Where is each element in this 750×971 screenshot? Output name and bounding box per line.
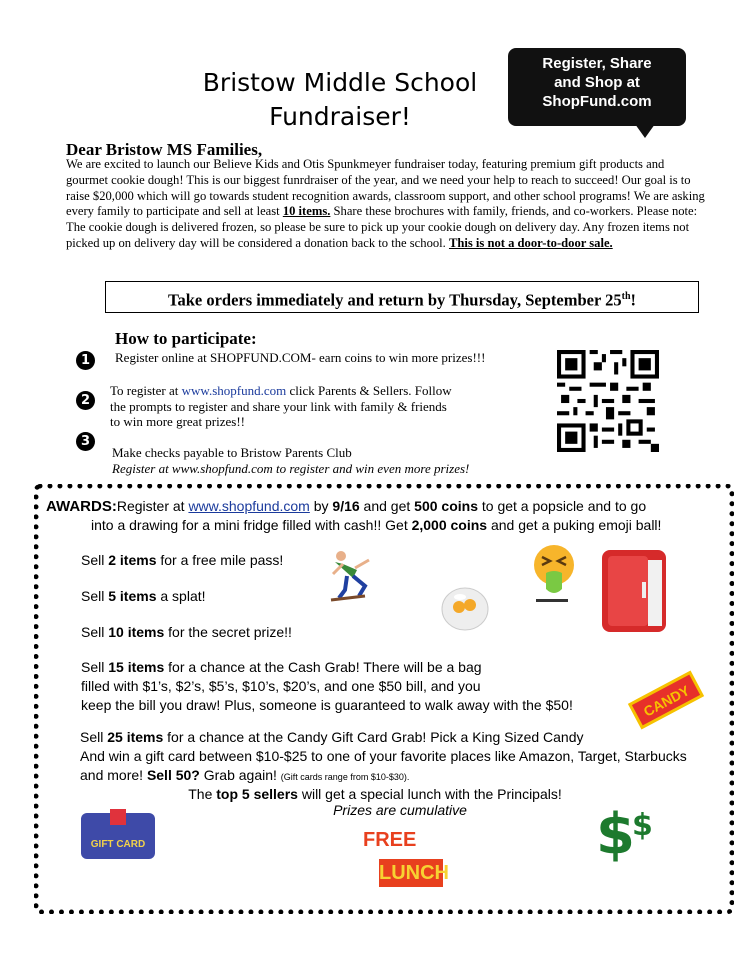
top-sellers: The top 5 sellers will get a special lunch with the Principals!: [188, 786, 562, 802]
award-sell-10: Sell 10 items for the secret prize!!: [81, 624, 292, 640]
shopfund-callout: [508, 48, 686, 126]
awards-label: AWARDS:: [46, 498, 117, 515]
howto-heading: How to participate:: [115, 329, 257, 348]
candy-label: CANDY: [640, 682, 693, 720]
award-sell-15: Sell 15 items for a chance at the Cash Grab! There will be a bag filled with $1’s, $2’s, $5’s, $10’s, $20’s, and one $50 bill, and you keep the bill you draw! Plus, someone is guaranteed to walk away with the $50!: [81, 659, 573, 713]
lunch-label: LUNCH: [379, 859, 443, 887]
letter-body: [66, 157, 706, 252]
awards-shopfund-link[interactable]: www.shopfund.com: [188, 498, 310, 514]
puking-emoji-image: [530, 543, 578, 605]
svg-text:$: $: [596, 802, 635, 865]
free-label: FREE: [363, 829, 417, 851]
step-2-text: To register at www.shopfund.com click Parents & Sellers. Follow the prompts to register and share your link with family & friends to win more great prizes!!: [110, 383, 452, 429]
callout-tail: [635, 124, 655, 138]
callout-line1: Register, Share: [542, 55, 652, 72]
letter-text-1: We are excited to launch our Believe Kids and Otis Spunkmeyer fundraiser today, featuring premium gift products and gourmet cookie dough! This is our biggest funrdraiser of the year, and we need your help to reach to succeed! Our goal is to raise $20,000 which will go towards student recognition awards, classroom support, and other school programs! We are asking every family to participate and sell at least: [66, 157, 705, 219]
gift-bow: [110, 809, 126, 825]
deadline-box: [105, 281, 699, 313]
award-sell-2: Sell 2 items for a free mile pass!: [81, 552, 284, 568]
award-sell-25: Sell 25 items for a chance at the Candy Gift Card Grab! Pick a King Sized Candy And win a gift card between $10-$25 to one of your favorite places like Amazon, Target, Starbucks and more! Sell 50? Grab again! (Gift cards range from $10-$30).: [80, 729, 687, 783]
step-3-number: 3: [76, 432, 95, 451]
svg-text:$: $: [632, 808, 653, 843]
items-emphasis: 10 items.: [282, 204, 331, 219]
deadline-end: !: [630, 290, 637, 310]
not-door-to-door: This is not a door-to-door sale.: [448, 235, 613, 250]
candy-bar-image: [626, 665, 706, 735]
award-sell-5: Sell 5 items a splat!: [81, 588, 206, 604]
cumulative-note: Prizes are cumulative: [333, 802, 467, 818]
page-title-line2: Fundraiser!: [269, 102, 411, 131]
awards-intro: AWARDS:Register at www.shopfund.com by 9/16 and get 500 coins to get a popsicle and to go into a drawing for a mini fridge filled with cash!! Get 2,000 coins and get a puking emoji ball!: [46, 498, 662, 533]
step-1-number: 1: [76, 351, 95, 370]
greeting: Dear Bristow MS Families,: [66, 140, 263, 159]
free-lunch-image: [357, 829, 447, 891]
qr-code[interactable]: [557, 350, 659, 452]
step-1-text: Register online at SHOPFUND.COM- earn coins to win more prizes!!!: [115, 350, 486, 365]
callout-line2: and Shop at: [554, 74, 640, 91]
shopfund-link[interactable]: www.shopfund.com: [181, 383, 287, 398]
step-3-text: Make checks payable to Bristow Parents Club Register at www.shopfund.com to register and win even more prizes!: [112, 445, 470, 476]
splat-ball-image: [440, 585, 490, 633]
gift-card-image: [81, 813, 155, 859]
letter-text-2: Share these brochures with family, friends, and co-workers. Please note: The cookie dough is delivered frozen, so please be sure to pick up your cookie dough on delivery day. Any frozen items not picked up on delivery day will be considered a donation back to the school.: [66, 204, 698, 250]
deadline-text: Take orders immediately and return by Thursday, September 25: [167, 290, 622, 310]
gift-card-label: GIFT CARD: [90, 839, 146, 850]
step-2-number: 2: [76, 391, 95, 410]
skater-image: [325, 548, 375, 606]
page-title-line1: Bristow Middle School: [202, 68, 478, 97]
deadline-sup: th: [621, 291, 631, 302]
mini-fridge-image: [598, 546, 670, 636]
callout-line3: ShopFund.com: [542, 93, 652, 110]
dollar-signs-image: [590, 795, 662, 865]
